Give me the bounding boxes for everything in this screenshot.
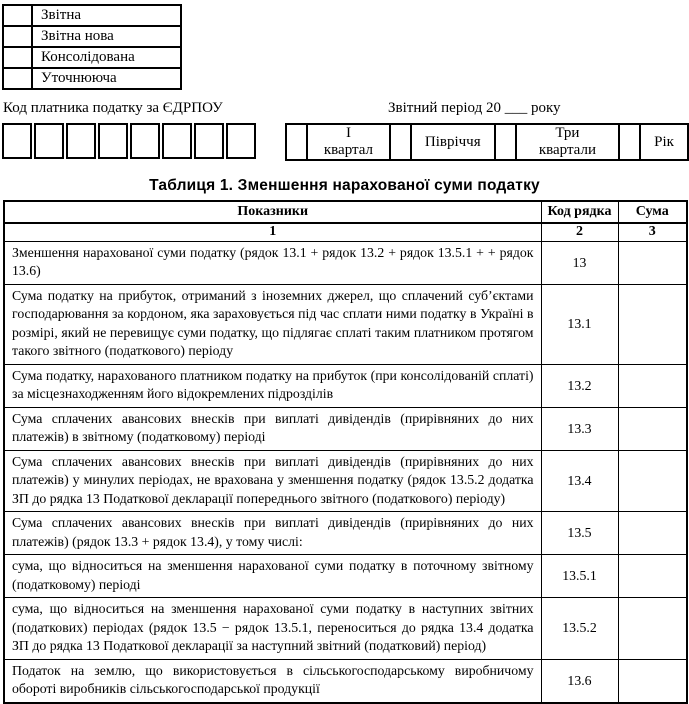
- sum-cell[interactable]: [618, 512, 687, 555]
- column-number-2: 2: [541, 223, 618, 241]
- indicator-cell: сума, що відноситься на зменшення нарахованої суми податку в поточному звітному (податковому) періоді: [4, 555, 541, 598]
- report-type-table: [2, 4, 182, 90]
- indicator-cell: сума, що відноситься на зменшення нарахованої суми податку в наступних звітних (податкових) періодах (рядок 13.5 − рядок 13.5.1, переноситься до рядка 13.4 додатка ЗП до рядка 13 Податкової декларації за наступний звітний (податковий) період): [4, 598, 541, 660]
- period-option-label-threequarters: Три квартали: [516, 124, 620, 160]
- period-option-label-year: Рік: [640, 124, 688, 160]
- table-row-13-5-1: [4, 555, 687, 598]
- column-numbers-row: [4, 223, 687, 241]
- sum-cell[interactable]: [618, 555, 687, 598]
- indicator-cell: Податок на землю, що використовується в сільськогосподарському виробничому обороті виробників сільськогосподарської продукції: [4, 659, 541, 703]
- indicator-cell: Сума сплачених авансових внесків при виплаті дивідендів (прирівняних до них платежів) у минулих періодах, не врахована у зменшення податку (рядок 13.5.2 додатка ЗП до рядка 13 Податкової декларації попереднього звітного (податкового) періоду): [4, 450, 541, 512]
- sum-cell[interactable]: [618, 450, 687, 512]
- row-code-cell: 13.5.2: [541, 598, 618, 660]
- table1-title: Таблиця 1. Зменшення нарахованої суми податку: [149, 177, 540, 194]
- sum-cell[interactable]: [618, 284, 687, 364]
- column-header-sum: Сума: [618, 201, 687, 223]
- sum-cell[interactable]: [618, 598, 687, 660]
- report-type-label: Уточнююча: [32, 68, 181, 89]
- edrpou-code-boxes: [2, 123, 256, 159]
- row-code-cell: 13.1: [541, 284, 618, 364]
- row-code-cell: 13.5: [541, 512, 618, 555]
- tax-reduction-table: [3, 200, 688, 704]
- report-type-label: Консолідована: [32, 47, 181, 68]
- table-row-13-4: [4, 450, 687, 512]
- report-type-row-utochnyuyucha: [3, 68, 181, 89]
- row-code-cell: 13.2: [541, 364, 618, 407]
- column-header-code: Код рядка: [541, 201, 618, 223]
- edrpou-digit-box[interactable]: [162, 123, 192, 159]
- report-type-label: Звітна: [32, 5, 181, 26]
- column-number-3: 3: [618, 223, 687, 241]
- edrpou-digit-box[interactable]: [66, 123, 96, 159]
- period-checkbox-halfyear[interactable]: [390, 124, 411, 160]
- row-code-cell: 13.5.1: [541, 555, 618, 598]
- edrpou-digit-box[interactable]: [130, 123, 160, 159]
- table-row-13-1: [4, 284, 687, 364]
- row-code-cell: 13: [541, 241, 618, 284]
- edrpou-digit-box[interactable]: [2, 123, 32, 159]
- table-row-13-2: [4, 364, 687, 407]
- period-checkbox-q1[interactable]: [286, 124, 307, 160]
- sum-cell[interactable]: [618, 659, 687, 703]
- report-type-row-zvitna-nova: [3, 26, 181, 47]
- column-number-1: 1: [4, 223, 541, 241]
- row-code-cell: 13.3: [541, 407, 618, 450]
- header-row: [4, 201, 687, 223]
- indicator-cell: Сума сплачених авансових внесків при виплаті дивідендів (прирівняних до них платежів) в звітному (податковому) періоді: [4, 407, 541, 450]
- report-type-row-zvitna: [3, 5, 181, 26]
- edrpou-label: Код платника податку за ЄДРПОУ: [3, 100, 223, 116]
- report-type-checkbox-zvitna-nova[interactable]: [3, 26, 32, 47]
- report-type-label: Звітна нова: [32, 26, 181, 47]
- reporting-period-label: Звітний період 20 ___ року: [388, 100, 561, 116]
- reporting-period-table: [285, 123, 689, 161]
- table-row-13: [4, 241, 687, 284]
- report-type-checkbox-utochnyuyucha[interactable]: [3, 68, 32, 89]
- indicator-cell: Сума сплачених авансових внесків при виплаті дивідендів (прирівняних до них платежів) (рядок 13.3 + рядок 13.4), у тому числі:: [4, 512, 541, 555]
- indicator-cell: Сума податку, нарахованого платником податку на прибуток (при консолідованій сплаті) за місцезнаходженням його відокремлених підрозділів: [4, 364, 541, 407]
- period-checkbox-year[interactable]: [619, 124, 640, 160]
- edrpou-digit-box[interactable]: [194, 123, 224, 159]
- sum-cell[interactable]: [618, 241, 687, 284]
- sum-cell[interactable]: [618, 407, 687, 450]
- row-code-cell: 13.6: [541, 659, 618, 703]
- sum-cell[interactable]: [618, 364, 687, 407]
- table-row-13-3: [4, 407, 687, 450]
- edrpou-digit-box[interactable]: [34, 123, 64, 159]
- table-row-13-5-2: [4, 598, 687, 660]
- column-header-indicators: Показники: [4, 201, 541, 223]
- report-type-checkbox-zvitna[interactable]: [3, 5, 32, 26]
- period-option-label-halfyear: Півріччя: [411, 124, 495, 160]
- edrpou-digit-box[interactable]: [226, 123, 256, 159]
- row-code-cell: 13.4: [541, 450, 618, 512]
- period-option-label-q1: І квартал: [307, 124, 390, 160]
- table-row-13-6: [4, 659, 687, 703]
- edrpou-digit-box[interactable]: [98, 123, 128, 159]
- period-checkbox-threequarters[interactable]: [495, 124, 516, 160]
- indicator-cell: Сума податку на прибуток, отриманий з іноземних джерел, що сплачений суб’єктами господарювання за кордоном, яка зараховується під час сплати ними податку в Україні в розмірі, який не перевищує суми податку, що підлягає сплаті таким платником протягом такого звітного (податкового) періоду: [4, 284, 541, 364]
- indicator-cell: Зменшення нарахованої суми податку (рядок 13.1 + рядок 13.2 + рядок 13.5.1 + + рядок 13.6): [4, 241, 541, 284]
- table-row-13-5: [4, 512, 687, 555]
- report-type-row-konsolidovana: [3, 47, 181, 68]
- report-type-checkbox-konsolidovana[interactable]: [3, 47, 32, 68]
